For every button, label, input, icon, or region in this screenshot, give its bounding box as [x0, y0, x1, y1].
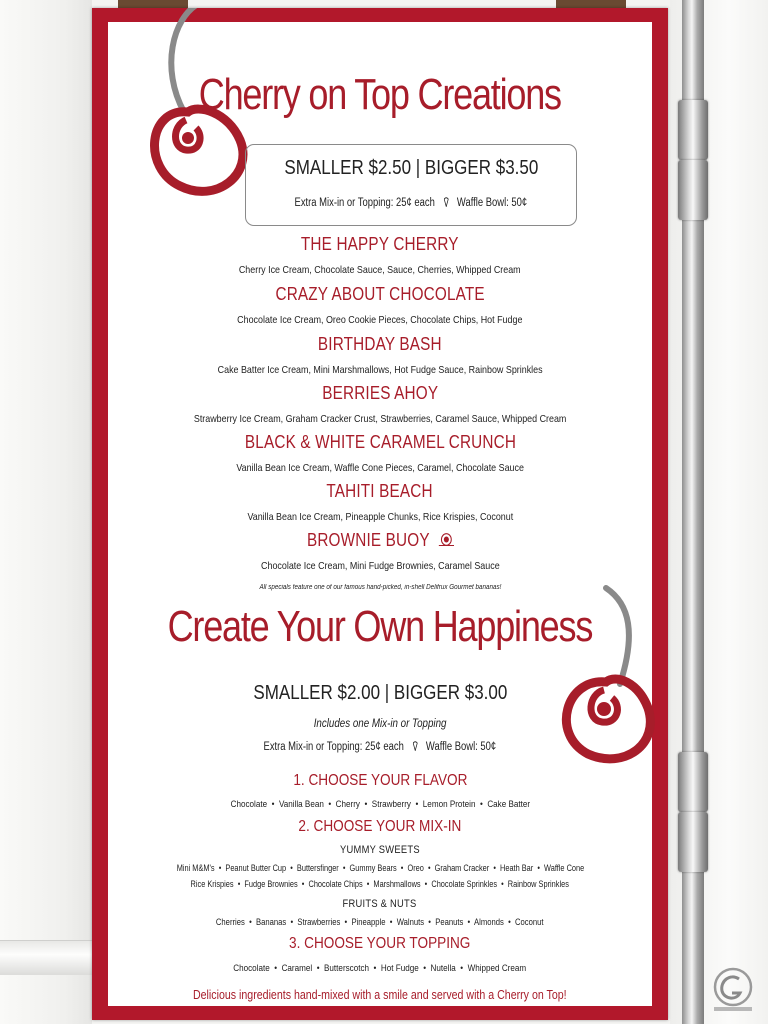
door-hinge — [678, 812, 708, 872]
special-badge-icon — [438, 533, 453, 546]
door-hinge — [678, 100, 708, 160]
fruits-options: Cherries • Bananas • Strawberries • Pineapple • Walnuts • Peanuts • Almonds • Coconut — [216, 917, 544, 927]
waffle-bowl-text: Waffle Bowl: 50¢ — [457, 197, 528, 209]
extra-topping-text: Extra Mix-in or Topping: 25¢ each — [263, 741, 404, 753]
topping-options: Chocolate • Caramel • Butterscotch • Hot Fudge • Nutella • Whipped Cream — [233, 963, 527, 973]
includes-text: Includes one Mix-in or Topping — [313, 718, 447, 730]
creation-name: BERRIES AHOY — [321, 383, 438, 403]
sweets-options: Rice Krispies • Fudge Brownies • Chocolate Chips • Marshmallows • Chocolate Sprinkles • Rainbow Sprinkles — [190, 879, 570, 889]
door-hinge — [678, 160, 708, 220]
creation-name: CRAZY ABOUT CHOCOLATE — [275, 284, 485, 304]
menu-sign — [92, 8, 668, 1020]
sweets-options: Mini M&M's • Peanut Butter Cup • Buttersfinger • Gummy Bears • Oreo • Graham Cracker • Heath Bar • Waffle Cone — [176, 863, 584, 873]
watermark-logo — [708, 965, 758, 1015]
fruits-heading: FRUITS & NUTS — [343, 898, 417, 910]
flavor-options: Chocolate • Vanilla Bean • Cherry • Strawberry • Lemon Protein • Cake Batter — [230, 799, 530, 809]
footer-tagline: Delicious ingredients hand-mixed with a smile and served with a Cherry on Top! — [193, 988, 567, 1002]
door-hinge — [678, 752, 708, 812]
price-line: SMALLER $2.00 | BIGGER $3.00 — [253, 682, 507, 704]
creation-desc: Vanilla Bean Ice Cream, Waffle Cone Pieces, Caramel, Chocolate Sauce — [236, 462, 524, 474]
creation-desc: Cake Batter Ice Cream, Mini Marshmallows, Hot Fudge Sauce, Rainbow Sprinkles — [217, 364, 543, 376]
step-title-flavor: 1. CHOOSE YOUR FLAVOR — [292, 772, 468, 789]
sweets-heading: YUMMY SWEETS — [340, 844, 420, 856]
menu-panel — [108, 22, 652, 1006]
specials-note: All specials feature one of our famous hand-picked, in-shell Delifrux Gourmet bananas! — [259, 584, 501, 591]
price-box — [245, 144, 577, 226]
waffle-cone-icon — [444, 197, 449, 207]
creation-name: BROWNIE BUOY — [306, 530, 430, 550]
waffle-bowl-text: Waffle Bowl: 50¢ — [426, 741, 497, 753]
creation-title-row — [307, 530, 454, 551]
creation-desc: Vanilla Bean Ice Cream, Pineapple Chunks, Rice Krispies, Coconut — [247, 511, 513, 523]
creation-desc: Chocolate Ice Cream, Mini Fudge Brownies, Caramel Sauce — [260, 560, 500, 572]
section-title-creations: Cherry on Top Creations — [198, 70, 562, 119]
section-title-create: Create Your Own Happiness — [167, 602, 593, 651]
creation-desc: Strawberry Ice Cream, Graham Cracker Crust, Strawberries, Caramel Sauce, Whipped Cream — [193, 413, 567, 425]
wall-background — [0, 0, 92, 1024]
creation-name: BLACK & WHITE CARAMEL CRUNCH — [244, 432, 516, 452]
price-line: SMALLER $2.50 | BIGGER $3.50 — [284, 157, 538, 179]
wall-trim — [0, 940, 92, 975]
step-title-topping: 3. CHOOSE YOUR TOPPING — [289, 935, 471, 952]
wood-trim — [118, 0, 188, 8]
creation-name: TAHITI BEACH — [326, 481, 434, 501]
wood-trim — [556, 0, 626, 8]
creation-name: THE HAPPY CHERRY — [301, 234, 459, 254]
creation-desc: Chocolate Ice Cream, Oreo Cookie Pieces, Chocolate Chips, Hot Fudge — [237, 314, 523, 326]
waffle-cone-icon — [413, 741, 418, 751]
extra-topping-text: Extra Mix-in or Topping: 25¢ each — [294, 197, 435, 209]
creation-desc: Cherry Ice Cream, Chocolate Sauce, Sauce, Cherries, Whipped Cream — [239, 264, 521, 276]
extra-line — [295, 193, 528, 211]
extra-line — [264, 737, 497, 755]
step-title-mixin: 2. CHOOSE YOUR MIX-IN — [298, 818, 462, 835]
creation-name: BIRTHDAY BASH — [318, 334, 442, 354]
